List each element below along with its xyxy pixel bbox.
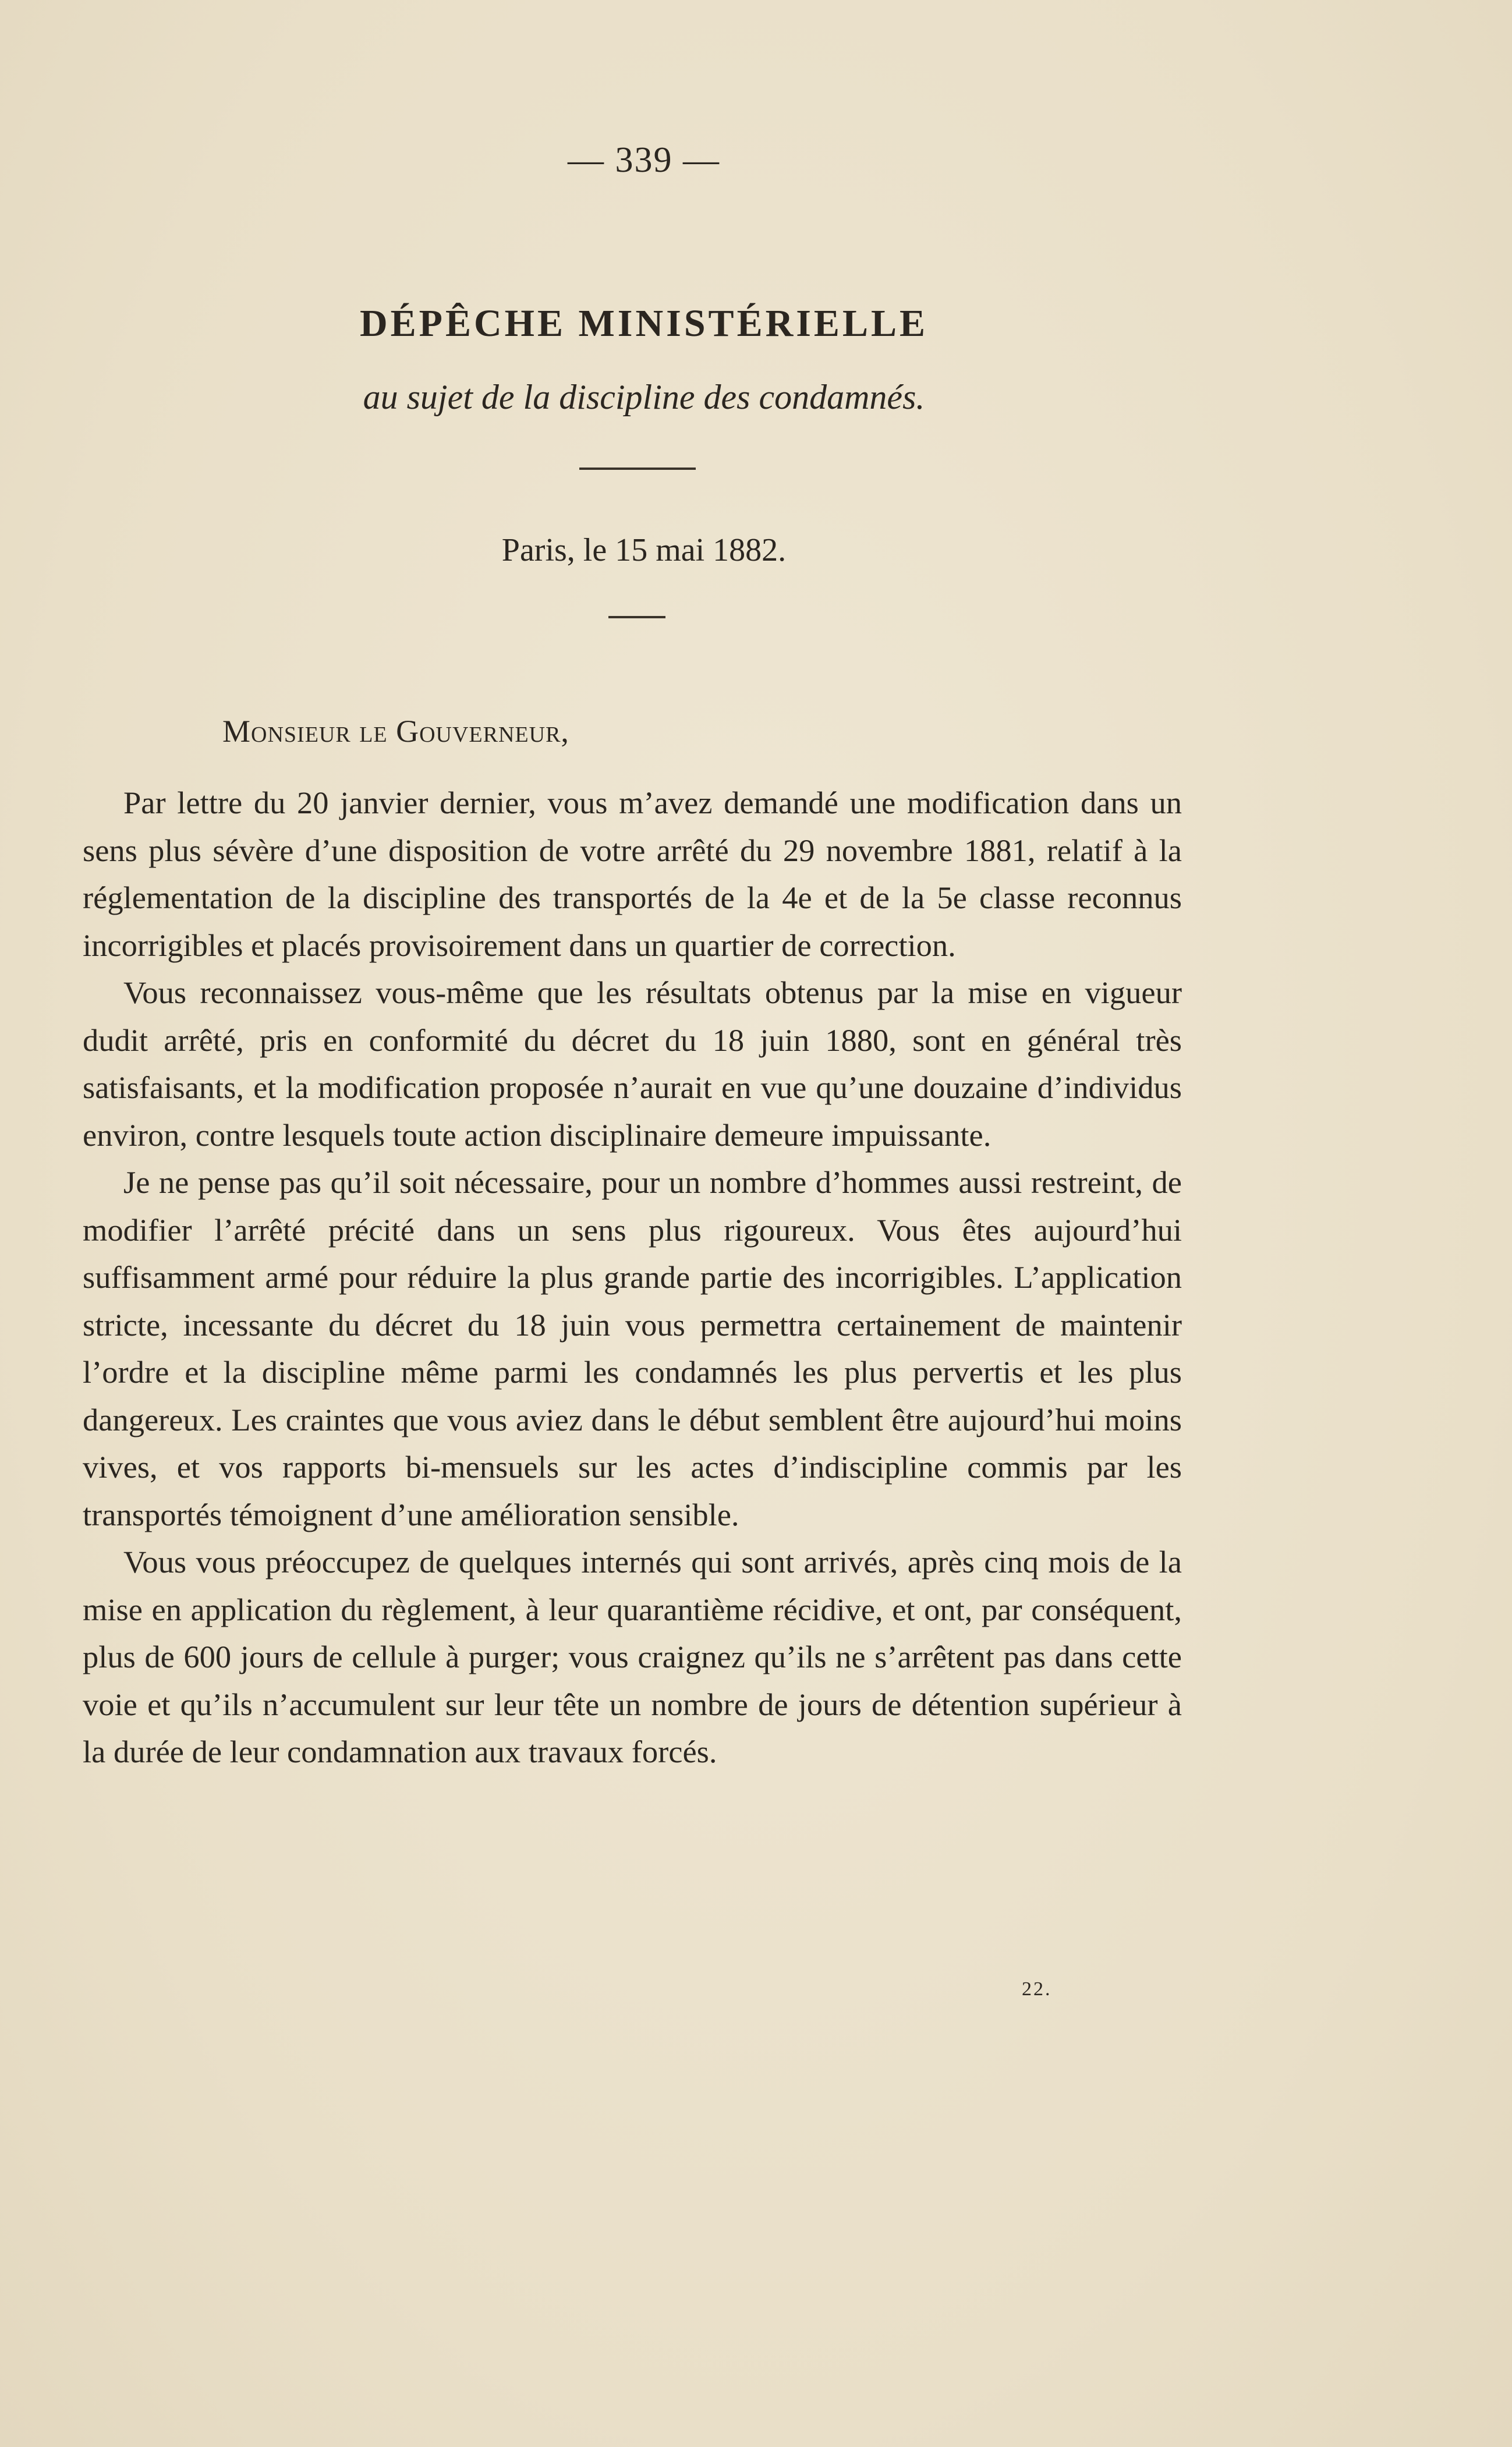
- paragraph: Vous vous préoccupez de quelques internés qui sont arrivés, après cinq mois de la mise en application du règlement, à leur quarantième récidive, et ont, par conséquent, plus de 600 jours de cellule à purger; vous craignez qu’ils ne s’arrêtent pas dans cette voie et qu’ils n’accumulent sur leur tête un nombre de jours de détention supérieur à la durée de leur condamnation aux travaux forcés.: [83, 1544, 1182, 1769]
- page-number: — 339 —: [568, 140, 720, 180]
- signature-folio: 22.: [1022, 1978, 1052, 2000]
- separator-rule: [579, 468, 696, 470]
- letter-body: [83, 779, 1182, 1776]
- dateline: Paris, le 15 mai 1882.: [501, 532, 787, 568]
- document-title: DÉPÊCHE MINISTÉRIELLE: [359, 302, 929, 345]
- paragraph: Par lettre du 20 janvier dernier, vous m’avez demandé une modification dans un sens plus sévère d’une disposition de votre arrêté du 29 novembre 1881, relatif à la réglementation de la discipline des transportés de la 4e et de la 5e classe reconnus incorrigibles et placés provisoirement dans un quartier de correction.: [83, 785, 1182, 963]
- document-subtitle: au sujet de la discipline des condamnés.: [363, 378, 925, 416]
- paragraph: Vous reconnaissez vous-même que les résultats obtenus par la mise en vigueur dudit arrêté, pris en conformité du décret du 18 juin 1880, sont en général très satisfaisants, et la modification proposée n’aurait en vue qu’une douzaine d’individus environ, contre lesquels toute action disciplinaire demeure impuissante.: [83, 975, 1182, 1153]
- salutation: Monsieur le Gouverneur,: [222, 714, 569, 749]
- separator-rule-short: [608, 616, 665, 618]
- paragraph: Je ne pense pas qu’il soit nécessaire, pour un nombre d’hommes aussi restreint, de modifier l’arrêté précité dans un sens plus rigoureux. Vous êtes aujourd’hui suffisamment armé pour réduire la plus grande partie des incorrigibles. L’application stricte, incessante du décret du 18 juin vous permettra certainement de maintenir l’ordre et la discipline même parmi les condamnés les plus pervertis et les plus dangereux. Les craintes que vous aviez dans le début semblent être aujourd’hui moins vives, et vos rapports bi-mensuels sur les actes d’indiscipline commis par les transportés témoignent d’une amélioration sensible.: [83, 1164, 1182, 1532]
